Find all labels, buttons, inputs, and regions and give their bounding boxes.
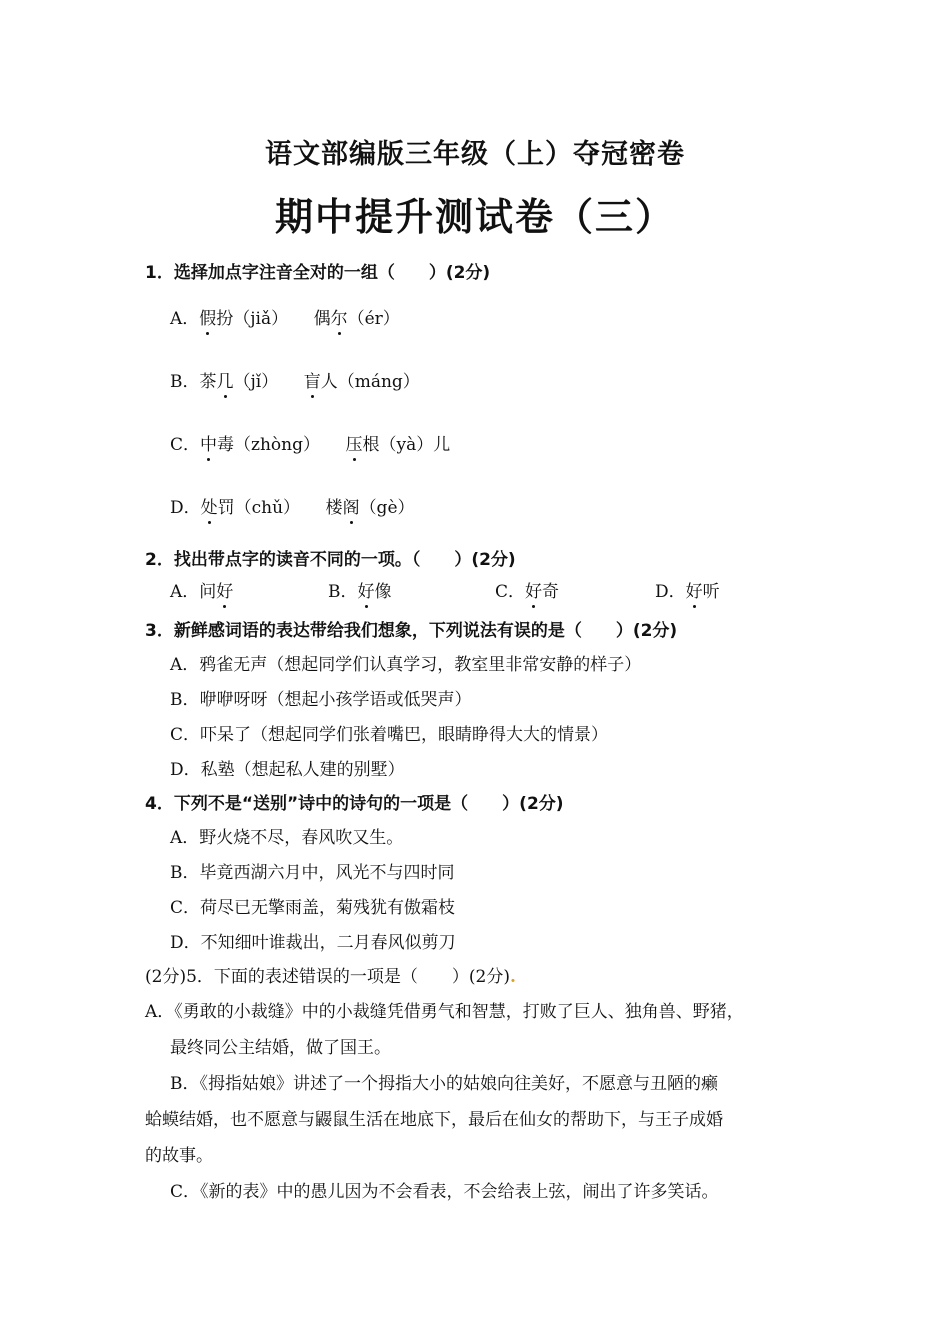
question-5-option-a-line-2: 最终同公主结婚，做了国王。 xyxy=(170,1038,391,1058)
dotted-char: 好 xyxy=(216,577,233,602)
option-text: 毒（zhòng） xyxy=(217,435,346,455)
question-5-stem-text: (2分)5．下面的表述错误的一项是（ ）(2分) xyxy=(145,967,510,987)
option-text: （ér） xyxy=(347,309,400,329)
option-text: B．茶 xyxy=(170,372,217,392)
question-4-option-c: C．荷尽已无擎雨盖，菊残犹有傲霜枝 xyxy=(170,898,456,918)
question-5-option-a-line-1: A．《勇敢的小裁缝》中的小裁缝凭借勇气和智慧，打败了巨人、独角兽、野猪， xyxy=(145,1002,744,1022)
option-text: 奇 xyxy=(542,582,560,602)
exam-title: 期中提升测试卷（三） xyxy=(274,195,675,239)
option-text: D． xyxy=(170,498,201,518)
dotted-char: 好 xyxy=(358,577,375,602)
dotted-char: 阁 xyxy=(343,493,360,518)
question-5-option-b-line-3: 的故事。 xyxy=(145,1146,213,1166)
question-1-option-c xyxy=(170,430,450,455)
option-text: B． xyxy=(328,582,358,602)
question-3-option-b: B．咿咿呀呀（想起小孩学语或低哭声） xyxy=(170,690,472,710)
dotted-char: 假 xyxy=(199,304,216,329)
question-4-option-b: B．毕竟西湖六月中，风光不与四时同 xyxy=(170,863,455,883)
question-2-option-c xyxy=(495,577,559,602)
question-4-option-a: A．野火烧不尽，春风吹又生。 xyxy=(170,828,404,848)
dotted-char: 几 xyxy=(217,367,234,392)
option-text: C． xyxy=(495,582,526,602)
question-3-stem: 3．新鲜感词语的表达带给我们想象，下列说法有误的是（ ）(2分) xyxy=(145,621,678,641)
question-2-option-a xyxy=(170,577,233,602)
question-3-option-a: A．鸦雀无声（想起同学们认真学习，教室里非常安静的样子） xyxy=(170,655,642,675)
option-text: 听 xyxy=(702,582,720,602)
question-5-option-c-line-1: C．《新的表》中的愚儿因为不会看表，不会给表上弦，闹出了许多笑话。 xyxy=(170,1182,719,1202)
dotted-char: 压 xyxy=(346,430,363,455)
question-1-option-b xyxy=(170,367,420,392)
dotted-char: 好 xyxy=(686,577,703,602)
option-text: （gè） xyxy=(359,498,415,518)
question-3-option-d: D．私塾（想起私人建的别墅） xyxy=(170,760,405,780)
option-text: 罚（chǔ） 楼 xyxy=(217,498,343,518)
question-1-option-d xyxy=(170,493,415,518)
dotted-char: 中 xyxy=(200,430,217,455)
question-5-option-b-line-1: B．《拇指姑娘》讲述了一个拇指大小的姑娘向往美好，不愿意与丑陋的癞 xyxy=(170,1074,718,1094)
question-4-option-d: D．不知细叶谁裁出，二月春风似剪刀 xyxy=(170,933,456,953)
dotted-char: 尔 xyxy=(331,304,348,329)
question-2-option-d xyxy=(655,577,720,602)
question-1-option-a xyxy=(170,304,400,329)
highlight-mark: . xyxy=(509,967,516,987)
question-3-option-c: C．吓呆了（想起同学们张着嘴巴，眼睛睁得大大的情景） xyxy=(170,725,609,745)
option-text: 根（yà）儿 xyxy=(362,435,451,455)
question-1-stem: 1．选择加点字注音全对的一组（ ）(2分) xyxy=(145,263,491,283)
dotted-char: 盲 xyxy=(304,367,321,392)
option-text: （jǐ） xyxy=(233,372,304,392)
question-2-option-b xyxy=(328,577,392,602)
question-5-stem xyxy=(145,962,516,987)
dotted-char: 好 xyxy=(525,577,542,602)
exam-series-title: 语文部编版三年级（上）夺冠密卷 xyxy=(265,139,685,170)
option-text: A．问 xyxy=(170,582,217,602)
option-text: 扮（jiǎ） 偶 xyxy=(216,309,331,329)
dotted-char: 处 xyxy=(201,493,218,518)
option-text: A． xyxy=(170,309,200,329)
option-text: C． xyxy=(170,435,201,455)
question-2-stem: 2．找出带点字的读音不同的一项。（ ）(2分) xyxy=(145,550,516,570)
question-5-option-b-line-2: 蛤蟆结婚，也不愿意与鼹鼠生活在地底下，最后在仙女的帮助下，与王子成婚 xyxy=(145,1110,723,1130)
option-text: D． xyxy=(655,582,686,602)
option-text: 人（máng） xyxy=(320,372,420,392)
option-text: 像 xyxy=(374,582,392,602)
question-4-stem: 4．下列不是“送别”诗中的诗句的一项是（ ）(2分) xyxy=(145,794,564,814)
